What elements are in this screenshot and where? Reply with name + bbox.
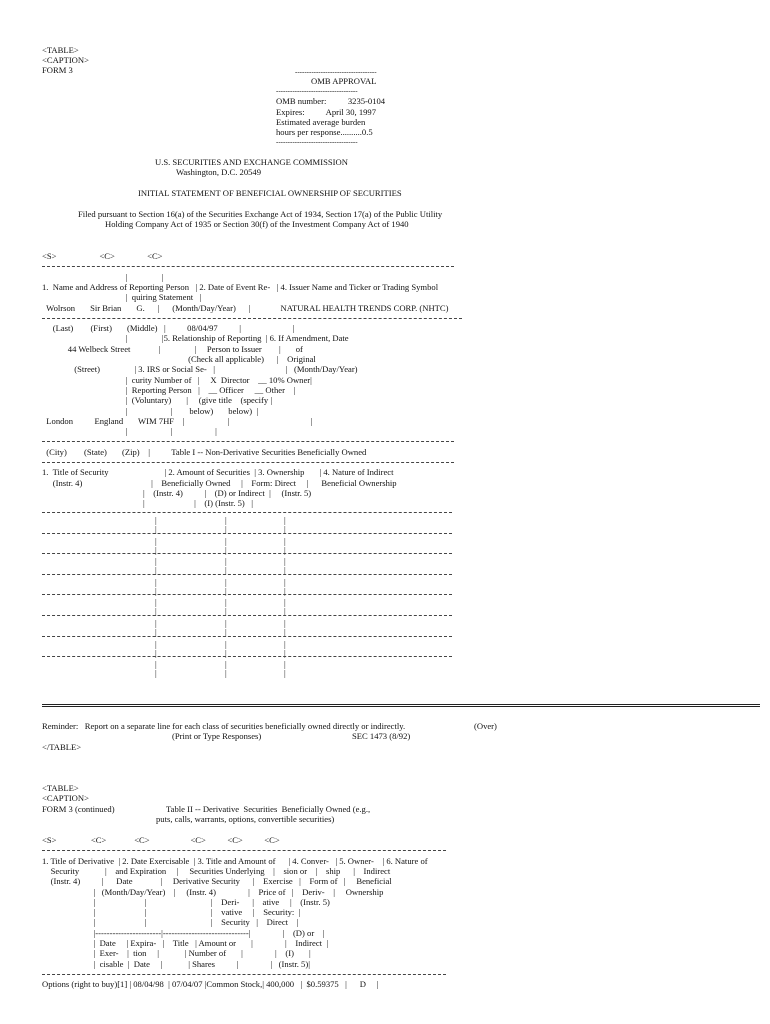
reminder-text: Reminder: Report on a separate line for each class of securities beneficially owned directly or indirectly. [42,721,406,731]
table-1-column-divider: | [225,565,227,576]
table-1-column-divider: | [155,515,157,525]
agency-name: U.S. SECURITIES AND EXCHANGE COMMISSION [155,157,348,167]
table-1-row-separator [42,594,452,595]
table-1-line: London England WIM 7HF | | | [42,415,313,426]
form-label: FORM 3 [42,65,73,75]
table-1-column-divider: | [225,556,227,567]
table-1-column-divider: | [284,618,286,628]
table-1-separator [42,318,462,319]
table-1-row-separator [42,636,452,637]
table-1-column-divider: | [155,524,157,534]
omb-dash-mid: ----------------------------------- [276,87,358,95]
table-1-column-divider: | [155,668,157,679]
table-1-bottom-rule [42,704,760,707]
table-1-column-divider: | [155,627,157,637]
table-2-line: | (Month/Day/Year) | (Instr. 4) | Price of | Deriv- | Ownership [42,886,384,897]
table-2-separator [42,974,446,975]
table-2-title-line-2: puts, calls, warrants, options, convertible securities) [156,814,335,824]
table-1-row-separator [42,615,452,616]
form-continued-label: FORM 3 (continued) [42,804,115,814]
table-1-line: (Check all applicable) | Original [42,354,316,364]
table-1-column-divider: | [284,576,286,587]
table-1-column-divider: | [155,556,157,567]
table-1-line: | | below) below) | [42,405,259,416]
table-1-line: 44 Welbeck Street | | Person to Issuer | of [42,343,303,354]
table-1-line: | curity Number of | X Director __ 10% Owner| [42,374,312,385]
table-1-line: | | [42,271,164,282]
table-2-title-line-1: Table II -- Derivative Securities Beneficially Owned (e.g., [166,804,371,814]
table-2-line: <S> <C> <C> <C> <C> <C> [42,835,280,845]
table-2-line: | Date | Expira- | Title | Amount or | | Indirect | [42,938,329,948]
omb-burden-line-2: hours per response..........0.5 [276,127,373,137]
table-1-column-divider: | [225,585,227,596]
table-1-line: | Reporting Person | __ Officer __ Other | [42,384,296,395]
table-2-line: | | | Deri- | ative | (Instr. 5) [42,896,330,907]
document-title: INITIAL STATEMENT OF BENEFICIAL OWNERSHIP OF SECURITIES [138,188,402,198]
table-2-line: | cisable | Date | | Shares | | (Instr. 5)| [42,958,310,969]
table-1-row-separator [42,512,452,513]
omb-number: OMB number: 3235-0104 [276,96,386,106]
table-2-line: 1. Title of Derivative | 2. Date Exercisable | 3. Title and Amount of | 4. Conver- | 5. Owner- | 6. Nature of [42,855,428,866]
table-1-line: 1. Title of Security | 2. Amount of Securities | 3. Ownership | 4. Nature of Indirect [42,467,394,478]
table-1-column-divider: | [225,618,227,628]
table-1-column-divider: | [284,524,286,534]
agency-city: Washington, D.C. 20549 [176,167,262,177]
table-1-row-separator [42,553,452,554]
table-2-line: | | | vative | Security: | [42,907,301,918]
table-1-column-divider: | [155,606,157,617]
table-1-column-divider: | [155,659,157,670]
table-1-column-divider: | [284,565,286,576]
table-2-separator [42,850,446,851]
table-1-column-divider: | [155,618,157,628]
table-close-tag: </TABLE> [42,742,82,752]
table-2-data-row: Options (right to buy)[1] | 08/04/98 | 07/04/07 |Common Stock,| 400,000 | $0.59375 | D | [42,979,379,990]
table-1-column-divider: | [225,606,227,617]
table-1-column-divider: | [284,515,286,525]
table-1-line: | |5. Relationship of Reporting | 6. If Amendment, Date [42,333,349,344]
print-or-type: (Print or Type Responses) [172,731,262,741]
table-1-line: | (Instr. 4) | (D) or Indirect | (Instr. 5) [42,487,312,498]
table-1-line: (Instr. 4) | Beneficially Owned | Form: Direct | Beneficial Ownership [42,477,397,488]
table-1-column-divider: | [284,544,286,555]
filed-pursuant-line-1: Filed pursuant to Section 16(a) of the Securities Exchange Act of 1934, Section 17(a) of the Public Utility [78,209,443,219]
table-1-line: (Last) (First) (Middle) | 08/04/97 | | [42,323,295,334]
table-1-line: Wolrson Sir Brian G. | (Month/Day/Year) | NATURAL HEALTH TRENDS CORP. (NHTC) [42,302,449,313]
table-1-column-divider: | [284,659,286,670]
table-1-column-divider: | [225,627,227,637]
table-1-column-divider: | [225,647,227,658]
table-2-line: |-----------------------|------------------------------| | (D) or | [42,927,325,938]
table-1-line: 1. Name and Address of Reporting Person | 2. Date of Event Re- | 4. Issuer Name and Ticker or Trading Symbol [42,281,439,292]
table-1-column-divider: | [284,556,286,567]
omb-expires: Expires: April 30, 1997 [276,107,377,117]
sec-form-number: SEC 1473 (8/92) [352,731,411,741]
table-2-line: (Instr. 4) | Date | Derivative Security | Exercise | Form of | Beneficial [42,876,392,887]
table-1-column-divider: | [155,565,157,576]
omb-burden-line-1: Estimated average burden [276,117,366,127]
table-1-column-divider: | [225,668,227,679]
table-1-line: (Street) | 3. IRS or Social Se- | | (Month/Day/Year) [42,364,358,375]
table-1-column-divider: | [225,515,227,525]
table-1-separator [42,462,454,463]
table-1-column-divider: | [225,535,227,546]
table-open-tag: <TABLE> [42,45,79,55]
caption-open-tag-2: <CAPTION> [42,793,89,803]
table-1-column-divider: | [155,638,157,649]
table-1-line: (City) (State) (Zip) | Table I -- Non-Derivative Securities Beneficially Owned [42,446,367,457]
table-1-column-divider: | [284,668,286,679]
table-1-separator [42,266,454,267]
table-1-line: | | (I) (Instr. 5) | [42,498,253,509]
table-1-column-divider: | [155,576,157,587]
table-1-column-divider: | [225,524,227,534]
table-1-row-separator [42,656,452,657]
omb-approval-title: OMB APPROVAL [311,76,377,86]
table-1-column-divider: | [225,576,227,587]
table-1-column-divider: | [155,597,157,608]
table-1-column-divider: | [284,606,286,617]
table-1-column-divider: | [225,544,227,555]
table-1-column-divider: | [284,638,286,649]
over-label: (Over) [474,721,497,731]
table-1-column-divider: | [155,544,157,555]
table-1-column-divider: | [284,647,286,658]
table-1-line: <S> <C> <C> [42,251,163,261]
omb-dash-bottom: ----------------------------------- [276,138,358,146]
table-1-column-divider: | [225,638,227,649]
filed-pursuant-line-2: Holding Company Act of 1935 or Section 30(f) of the Investment Company Act of 1940 [105,219,409,229]
table-1-column-divider: | [284,585,286,596]
table-2-line: | Exer- | tion | | Number of | | (I) | [42,948,311,959]
table-1-line: | | | [42,426,217,437]
omb-dash-top: ----------------------------------- [295,68,377,76]
table-1-separator [42,441,454,442]
table-1-column-divider: | [225,597,227,608]
table-1-row-separator [42,574,452,575]
table-1-row-separator [42,533,452,534]
table-1-line: | quiring Statement | [42,292,202,303]
table-1-column-divider: | [155,585,157,596]
table-2-line: Security | and Expiration | Securities Underlying | sion or | ship | Indirect [42,865,391,876]
table-1-column-divider: | [225,659,227,670]
table-1-column-divider: | [155,647,157,658]
table-1-column-divider: | [284,597,286,608]
table-open-tag-2: <TABLE> [42,783,79,793]
table-1-column-divider: | [155,535,157,546]
table-1-line: | (Voluntary) | (give title (specify | [42,395,273,406]
table-1-column-divider: | [284,535,286,546]
table-2-line: | | | Security | Direct | [42,917,299,928]
caption-open-tag: <CAPTION> [42,55,89,65]
table-1-column-divider: | [284,627,286,637]
